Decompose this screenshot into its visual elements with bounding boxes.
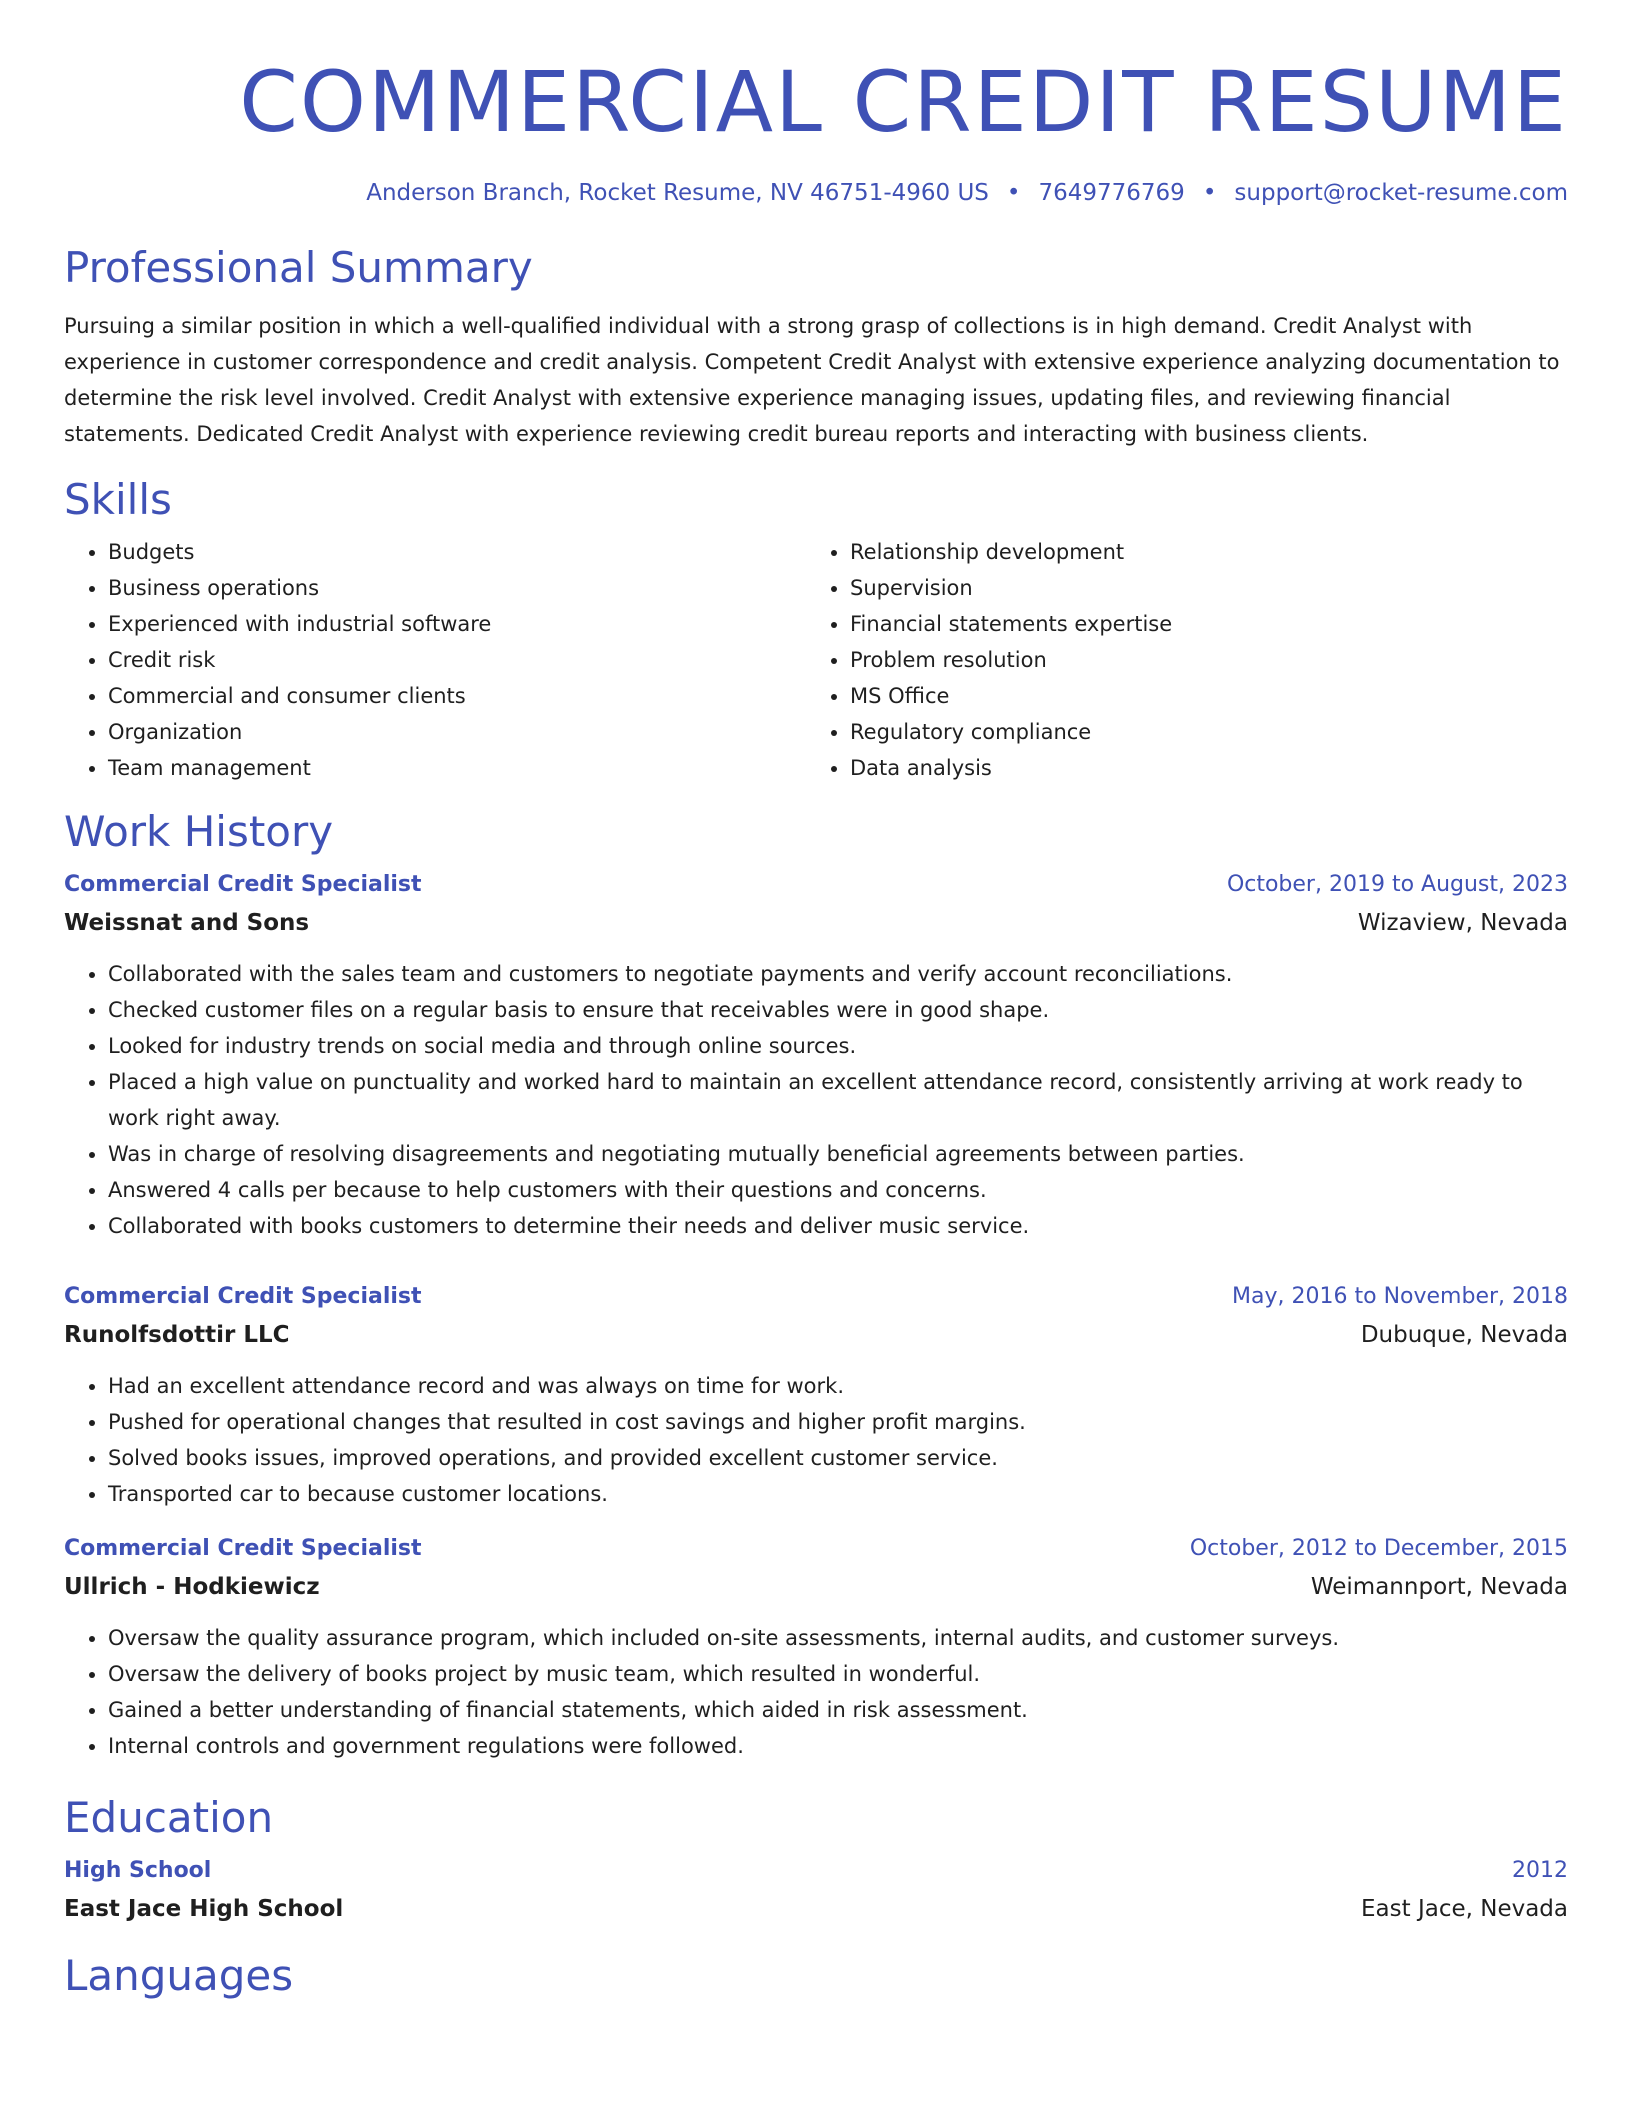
job-company: Ullrich - Hodkiewicz bbox=[64, 1574, 320, 1600]
job-header-row bbox=[64, 1278, 1568, 1316]
job-bullet: • Collaborated with books customers to determine their needs and deliver music service. bbox=[108, 1208, 1568, 1244]
job-header-row bbox=[64, 866, 1568, 904]
job-bullet: • Was in charge of resolving disagreements and negotiating mutually beneficial agreements between parties. bbox=[108, 1136, 1568, 1172]
job-location: Wizaview, Nevada bbox=[1357, 910, 1568, 936]
skill-item: • Team management bbox=[108, 750, 806, 786]
contact-email[interactable]: support@rocket-resume.com bbox=[1234, 180, 1568, 206]
skills-list-right bbox=[806, 534, 1548, 786]
education-entry bbox=[64, 1852, 1568, 1928]
job-entry bbox=[64, 866, 1568, 1244]
job-bullet: • Transported car to because customer locations. bbox=[108, 1476, 1568, 1512]
separator-dot: • bbox=[1202, 180, 1217, 206]
job-bullet: • Oversaw the delivery of books project by music team, which resulted in wonderful. bbox=[108, 1656, 1568, 1692]
job-title: Commercial Credit Specialist bbox=[64, 872, 422, 897]
skill-item: • Credit risk bbox=[108, 642, 806, 678]
job-bullet: • Collaborated with the sales team and customers to negotiate payments and verify account reconciliations. bbox=[108, 956, 1568, 992]
job-company-row bbox=[64, 904, 1568, 942]
education-degree: High School bbox=[64, 1858, 212, 1883]
education-header-row bbox=[64, 1852, 1568, 1890]
skills-column-right bbox=[806, 534, 1548, 786]
languages-heading: Languages bbox=[64, 1951, 294, 2000]
job-bullet: • Looked for industry trends on social media and through online sources. bbox=[108, 1028, 1568, 1064]
skill-item: • Relationship development bbox=[850, 534, 1548, 570]
job-location: Weimannport, Nevada bbox=[1310, 1574, 1568, 1600]
skill-item: • Budgets bbox=[108, 534, 806, 570]
job-bullet: • Gained a better understanding of financial statements, which aided in risk assessment. bbox=[108, 1692, 1568, 1728]
job-header-row bbox=[64, 1530, 1568, 1568]
skills-list-left bbox=[64, 534, 806, 786]
education-school: East Jace High School bbox=[64, 1896, 344, 1922]
job-company-row bbox=[64, 1568, 1568, 1606]
job-bullet: • Placed a high value on punctuality and worked hard to maintain an excellent attendance record, consistently arriving at work ready to work right away. bbox=[108, 1064, 1568, 1136]
job-bullet: • Had an excellent attendance record and was always on time for work. bbox=[108, 1368, 1568, 1404]
job-bullets bbox=[64, 1368, 1568, 1512]
education-heading: Education bbox=[64, 1793, 274, 1842]
job-location: Dubuque, Nevada bbox=[1360, 1322, 1568, 1348]
job-dates: October, 2019 to August, 2023 bbox=[1226, 872, 1568, 897]
separator-dot: • bbox=[1006, 180, 1021, 206]
skill-item: • Supervision bbox=[850, 570, 1548, 606]
job-bullet: • Pushed for operational changes that resulted in cost savings and higher profit margins. bbox=[108, 1404, 1568, 1440]
job-title: Commercial Credit Specialist bbox=[64, 1284, 422, 1309]
job-bullet: • Solved books issues, improved operations, and provided excellent customer service. bbox=[108, 1440, 1568, 1476]
job-company-row bbox=[64, 1316, 1568, 1354]
skill-item: • Financial statements expertise bbox=[850, 606, 1548, 642]
job-company: Weissnat and Sons bbox=[64, 910, 310, 936]
skill-item: • Business operations bbox=[108, 570, 806, 606]
job-title: Commercial Credit Specialist bbox=[64, 1536, 422, 1561]
job-dates: May, 2016 to November, 2018 bbox=[1232, 1284, 1568, 1309]
job-bullet: • Answered 4 calls per because to help customers with their questions and concerns. bbox=[108, 1172, 1568, 1208]
job-entry bbox=[64, 1530, 1568, 1764]
job-entry bbox=[64, 1278, 1568, 1512]
education-school-row bbox=[64, 1890, 1568, 1928]
job-bullet: • Oversaw the quality assurance program, which included on-site assessments, internal audits, and customer surveys. bbox=[108, 1620, 1568, 1656]
skill-item: • Commercial and consumer clients bbox=[108, 678, 806, 714]
work-history-heading: Work History bbox=[64, 807, 334, 856]
skill-item: • Organization bbox=[108, 714, 806, 750]
skills-grid bbox=[64, 534, 1568, 786]
contact-address: Anderson Branch, Rocket Resume, NV 46751-4960 US bbox=[366, 180, 989, 206]
job-dates: October, 2012 to December, 2015 bbox=[1189, 1536, 1568, 1561]
job-company: Runolfsdottir LLC bbox=[64, 1322, 290, 1348]
summary-text: Pursuing a similar position in which a well-qualified individual with a strong grasp of collections is in high demand. Credit Analyst with experience in customer correspondence and credit analysis. Competent Credit Analyst with extensive experience analyzing documentation to determine the risk level involved. Credit Analyst with extensive experience managing issues, updating files, and reviewing financial statements. Dedicated Credit Analyst with experience reviewing credit bureau reports and interacting with business clients. bbox=[64, 314, 1560, 446]
education-year: 2012 bbox=[1512, 1858, 1568, 1883]
job-bullets bbox=[64, 1620, 1568, 1764]
skill-item: • Data analysis bbox=[850, 750, 1548, 786]
contact-line bbox=[64, 178, 1568, 208]
job-bullet: • Checked customer files on a regular basis to ensure that receivables were in good shape. bbox=[108, 992, 1568, 1028]
summary-heading: Professional Summary bbox=[64, 243, 533, 292]
skill-item: • Regulatory compliance bbox=[850, 714, 1548, 750]
skills-column-left bbox=[64, 534, 806, 786]
skill-item: • Experienced with industrial software bbox=[108, 606, 806, 642]
contact-phone: 7649776769 bbox=[1038, 180, 1185, 206]
resume-title: COMMERCIAL CREDIT RESUME bbox=[239, 53, 1568, 151]
skill-item: • Problem resolution bbox=[850, 642, 1548, 678]
skills-heading: Skills bbox=[64, 475, 172, 524]
job-bullet: • Internal controls and government regulations were followed. bbox=[108, 1728, 1568, 1764]
job-bullets bbox=[64, 956, 1568, 1244]
education-location: East Jace, Nevada bbox=[1361, 1896, 1568, 1922]
skill-item: • MS Office bbox=[850, 678, 1548, 714]
